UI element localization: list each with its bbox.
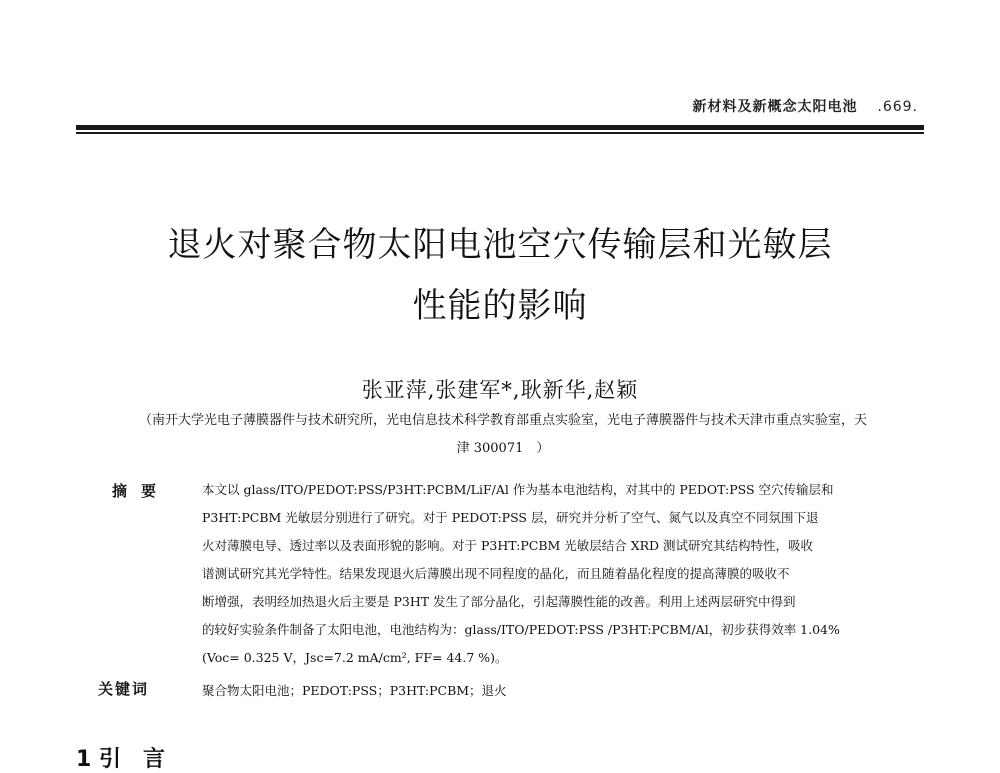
- header-rule-thick: [76, 125, 924, 130]
- journal-name: 新材料及新概念太阳电池: [692, 99, 858, 115]
- paper-title-line-2: 性能的影响: [412, 286, 588, 326]
- abstract-label: 摘要: [112, 482, 171, 500]
- section-heading-introduction: 1 引 言: [76, 747, 165, 772]
- affiliation-line-2: 津 300071 ）: [456, 441, 550, 456]
- page-number: .669.: [877, 99, 918, 115]
- abstract-line: 本文以 glass/ITO/PEDOT:PSS/P3HT:PCBM/LiF/Al 作为基本电池结构，对其中的 PEDOT:PSS 空穴传输层和: [202, 482, 834, 497]
- abstract-line: 断增强，表明经加热退火后主要是 P3HT 发生了部分晶化，引起薄膜性能的改善。利用上述两层研究中得到: [202, 594, 796, 609]
- keywords-label: 关键词: [98, 680, 150, 698]
- author-list: 张亚萍,张建军*,耿新华,赵颖: [361, 378, 639, 402]
- abstract-line: (Voc= 0.325 V，Jsc=7.2 mA/cm², FF= 44.7 %)。: [202, 650, 508, 665]
- header-rule-thin: [76, 132, 924, 134]
- affiliation-line-1: （南开大学光电子薄膜器件与技术研究所，光电信息技术科学教育部重点实验室，光电子薄膜器件与技术天津市重点实验室，天: [138, 413, 867, 428]
- abstract-line: 的较好实验条件制备了太阳电池，电池结构为：glass/ITO/PEDOT:PSS /P3HT:PCBM/Al，初步获得效率 1.04%: [202, 622, 840, 637]
- running-header: [693, 96, 919, 116]
- paper-title-line-1: 退火对聚合物太阳电池空穴传输层和光敏层: [167, 225, 833, 265]
- abstract-line: P3HT:PCBM 光敏层分别进行了研究。对于 PEDOT:PSS 层，研究并分析了空气、氮气以及真空不同氛围下退: [202, 510, 819, 525]
- keywords-text: 聚合物太阳电池；PEDOT:PSS；P3HT:PCBM；退火: [202, 683, 507, 698]
- abstract-line: 火对薄膜电导、透过率以及表面形貌的影响。对于 P3HT:PCBM 光敏层结合 XRD 测试研究其结构特性，吸收: [202, 538, 814, 553]
- abstract-line: 谱测试研究其光学特性。结果发现退火后薄膜出现不同程度的晶化，而且随着晶化程度的提高薄膜的吸收不: [202, 566, 790, 581]
